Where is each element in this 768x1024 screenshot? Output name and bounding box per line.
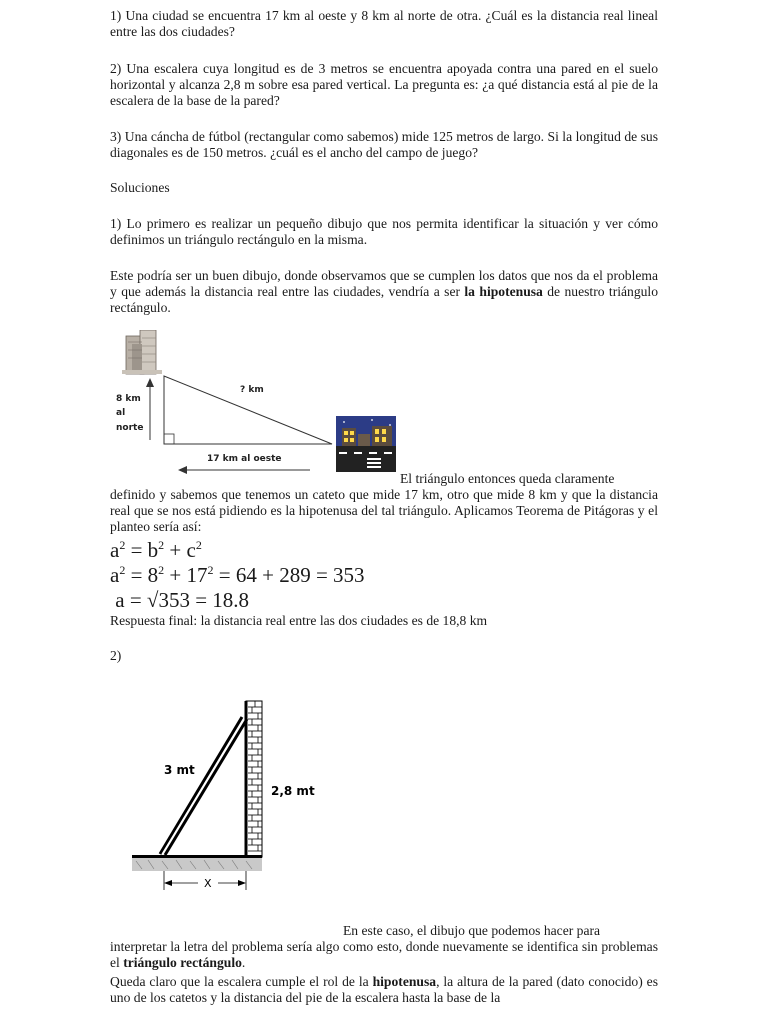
label-x: X	[204, 877, 212, 890]
brick-wall	[246, 701, 262, 857]
label-north-km: 8 km	[116, 394, 141, 404]
west-arrow	[178, 466, 310, 474]
equation-pythagoras: $a^2 = b^2 + c^2$	[110, 538, 202, 562]
solution-2-label: 2)	[110, 648, 122, 663]
label-north-al: al	[116, 408, 126, 418]
question-3: 3) Una cáncha de fútbol (rectangular como sabemos) mide 125 metros de largo. Si la longitud de sus diagonales es de 150 metros. ¿cuál es el ancho del campo de juego?	[110, 129, 658, 160]
label-wall-height: 2,8 mt	[271, 784, 315, 798]
solutions-heading: Soluciones	[110, 180, 170, 195]
label-west: 17 km al oeste	[207, 454, 282, 464]
question-2: 2) Una escalera cuya longitud es de 3 metros se encuentra apoyada contra una pared en el suelo horizontal y alcanza 2,8 m sobre esa pared vertical. La pregunta es: ¿a qué distancia está al pie de la escalera de la base de la pared?	[110, 61, 658, 108]
label-hypotenuse: ? km	[240, 385, 264, 395]
cities-triangle-figure	[110, 330, 400, 475]
label-north-norte: norte	[116, 423, 144, 433]
building-icon	[122, 330, 162, 374]
hypotenuse-term-2: hipotenusa	[372, 974, 437, 989]
right-triangle-term: triángulo rectángulo	[123, 955, 242, 970]
after-figure-text-2: definido y sabemos que tenemos un cateto que mide 17 km, otro que mide 8 km y que la distancia real que se nos está pidiendo es la hipotenusa del tal triángulo. Aplicamos Teorema de Pitágoras y el planteo sería así:	[110, 487, 658, 534]
solution-1-intro: 1) Lo primero es realizar un pequeño dibujo que nos permita identificar la situación y ver cómo definimos un triángulo rectángulo en la misma.	[110, 216, 658, 247]
solution-2-text-1: En este caso, el dibujo que podemos hacer para	[343, 923, 601, 938]
label-ladder-length: 3 mt	[164, 763, 195, 777]
question-1: 1) Una ciudad se encuentra 17 km al oeste y 8 km al norte de otra. ¿Cuál es la distancia real lineal entre las dos ciudades?	[110, 8, 658, 39]
ladder	[160, 717, 247, 855]
equation-result: a = √353 = 18.8	[110, 588, 250, 612]
hypotenuse-term: la hipotenusa	[464, 284, 543, 299]
north-arrow	[146, 378, 154, 440]
ground	[132, 855, 262, 871]
final-answer: Respuesta final: la distancia real entre las dos ciudades es de 18,8 km	[110, 613, 488, 628]
solution-2-text-2: interpretar la letra del problema sería algo como esto, donde nuevamente se identifica sin problemas el triángulo rectángulo.	[110, 939, 658, 970]
night-city-icon	[336, 416, 396, 472]
equation-substitution: $a^2 = 8^2 + 17^2 = 64 + 289 = 353$	[110, 563, 365, 587]
solution-1-drawing-text: Este podría ser un buen dibujo, donde observamos que se cumplen los datos que nos da el problema y que además la distancia real entre las ciudades, vendría a ser la hipotenusa de nuestro triángulo rectángulo.	[110, 268, 658, 315]
after-figure-text-1: El triángulo entonces queda claramente	[400, 471, 615, 486]
ladder-wall-figure	[128, 693, 328, 898]
solution-2-text-3: Queda claro que la escalera cumple el rol de la hipotenusa, la altura de la pared (dato conocido) es uno de los catetos y la distancia del pie de la escalera hasta la base de la	[110, 974, 658, 1005]
